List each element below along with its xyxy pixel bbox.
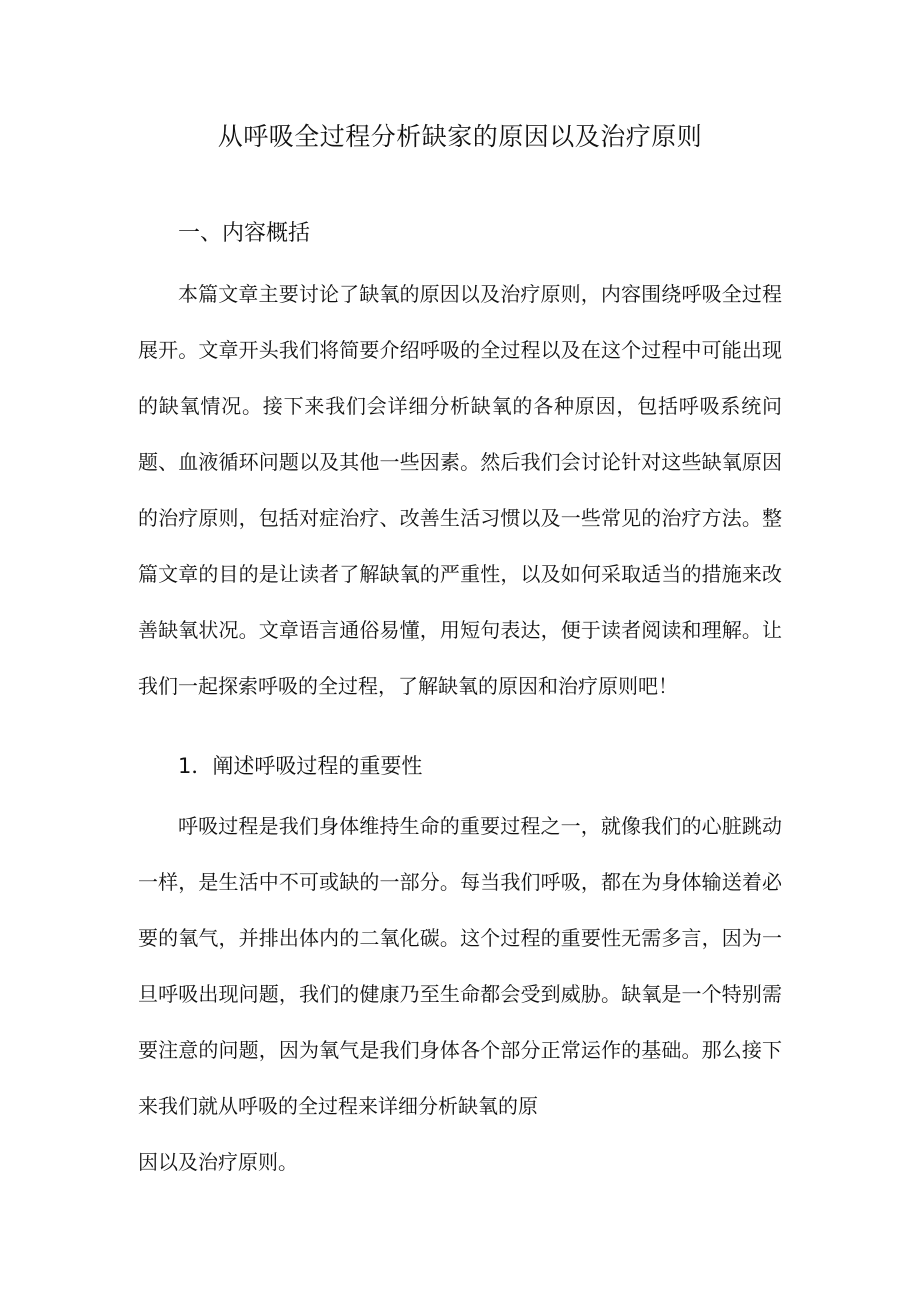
summary-paragraph: 本篇文章主要讨论了缺氧的原因以及治疗原则，内容围绕呼吸全过程展开。文章开头我们将简要介绍呼吸的全过程以及在这个过程中可能出现的缺氧情况。接下来我们会详细分析缺氧的各种原因，包括呼吸系统问题、血液循环问题以及其他一些因素。然后我们会讨论针对这些缺氧原因的治疗原则，包括对症治疗、改善生活习惯以及一些常见的治疗方法。整篇文章的目的是让读者了解缺氧的严重性，以及如何采取适当的措施来改善缺氧状况。文章语言通俗易懂，用短句表达，便于读者阅读和理解。让我们一起探索呼吸的全过程，了解缺氧的原因和治疗原则吧！	[138, 282, 782, 698]
section-heading-summary: 一、内容概括	[178, 221, 311, 246]
document-title: 从呼吸全过程分析缺家的原因以及治疗原则	[217, 122, 703, 151]
importance-paragraph: 呼吸过程是我们身体维持生命的重要过程之一，就像我们的心脏跳动一样，是生活中不可或缺的一部分。每当我们呼吸，都在为身体输送着必要的氧气，并排出体内的二氧化碳。这个过程的重要性无需多言，因为一旦呼吸出现问题，我们的健康乃至生命都会受到威胁。缺氧是一个特别需要注意的问题，因为氧气是我们身体各个部分正常运作的基础。那么接下来我们就从呼吸的全过程来详细分析缺氧的原	[138, 814, 782, 1118]
section-heading-importance: 1．阐述呼吸过程的重要性	[178, 754, 423, 778]
importance-paragraph-tail: 因以及治疗原则。	[138, 1150, 298, 1174]
